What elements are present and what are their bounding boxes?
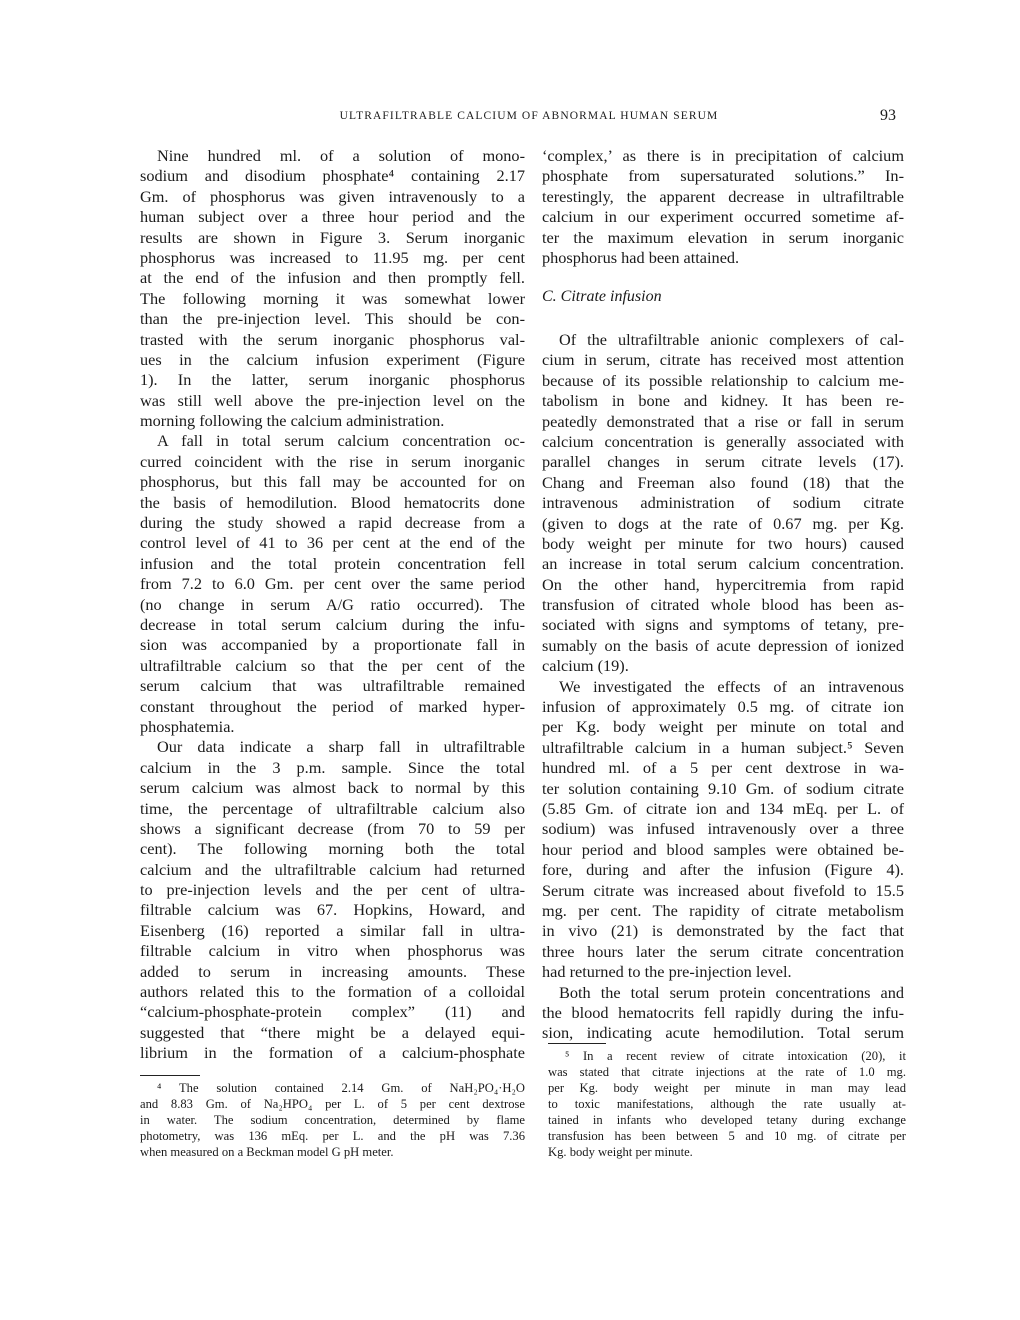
text-line: constant throughout the period of marked hyper- xyxy=(140,696,525,716)
running-head: ULTRAFILTRABLE CALCIUM OF ABNORMAL HUMAN SERUM xyxy=(339,110,719,122)
text-line: calcium concentration is generally associated with xyxy=(542,431,904,451)
text-line: filtrable calcium was 67. Hopkins, Howard, and xyxy=(140,900,525,920)
text-line: terestingly, the apparent decrease in ultrafiltrable xyxy=(542,186,904,206)
text-line: calcium (19). xyxy=(542,656,629,676)
footnote-line: to toxic manifestations, although the rate usually at- xyxy=(548,1097,906,1111)
text-line: control level of 41 to 36 per cent at the end of the xyxy=(140,533,525,553)
text-line: cent). The following morning both the total xyxy=(140,839,525,859)
text-line: peatedly demonstrated that a rise or fall in serum xyxy=(542,411,904,431)
footnote-line: was stated that citrate injections at the rate of 1.0 mg. xyxy=(548,1065,906,1079)
footnote-line: and 8.83 Gm. of Na₂HPO₄ per L. of 5 per cent dextrose xyxy=(140,1097,525,1111)
text-line: The following morning it was somewhat lower xyxy=(140,288,525,308)
text-line: curred coincident with the rise in serum inorganic xyxy=(140,451,525,471)
text-line: serum calcium was almost back to normal by this xyxy=(140,778,525,798)
text-line: Nine hundred ml. of a solution of mono- xyxy=(157,146,525,165)
paragraph xyxy=(542,983,904,1044)
footnote-line: transfusion has been between 5 and 10 mg. of citrate per xyxy=(548,1129,906,1143)
text-line: results are shown in Figure 3. Serum inorganic xyxy=(140,227,525,247)
text-line: ues in the calcium infusion experiment (Figure xyxy=(140,349,525,369)
paragraph xyxy=(542,677,904,983)
text-line: suggested that “there might be a delayed equi- xyxy=(140,1022,525,1042)
text-line: the basis of hemodilution. Blood hematocrits done xyxy=(140,492,525,512)
text-line: morning following the calcium administration. xyxy=(140,411,445,431)
paragraph xyxy=(140,431,525,737)
text-line: Eisenberg (16) reported a similar fall in ultra- xyxy=(140,920,525,940)
footnote-5 xyxy=(548,1048,906,1160)
text-line: ter solution containing 9.10 Gm. of sodium citrate xyxy=(542,778,904,798)
text-line: sion was accompanied by a proportionate fall in xyxy=(140,635,525,655)
text-line: Serum citrate was increased about fivefold to 15.5 xyxy=(542,880,904,900)
text-line: during the study showed a rapid decrease from a xyxy=(140,513,525,533)
text-line: ter the maximum elevation in serum inorganic xyxy=(542,227,904,247)
text-line: added to serum in increasing amounts. These xyxy=(140,961,525,981)
text-line: the blood hematocrits fell rapidly during the infu- xyxy=(542,1002,904,1022)
text-line: per Kg. body weight per minute on total and xyxy=(542,717,904,737)
text-line: ultrafiltrable calcium so that the per cent of the xyxy=(140,655,525,675)
text-line: Both the total serum protein concentrations and xyxy=(559,982,904,1002)
text-line: phosphate from supersaturated solutions.” In- xyxy=(542,166,904,186)
text-line: sumably on the basis of acute depression of ionized xyxy=(542,635,904,655)
page-number: 93 xyxy=(880,107,896,124)
text-line: infusion of approximately 0.5 mg. of citrate ion xyxy=(542,697,904,717)
text-line: sodium and disodium phosphate⁴ containing 2.17 xyxy=(140,166,525,186)
text-line: had returned to the pre-injection level. xyxy=(542,962,792,982)
text-line: phosphorus was increased to 11.95 mg. per cent xyxy=(140,247,525,267)
text-line: phosphorus had been attained. xyxy=(542,247,740,267)
text-line: calcium in the 3 p.m. sample. Since the total xyxy=(140,757,525,777)
footnote-line: in water. The sodium concentration, determined by flame xyxy=(140,1113,525,1127)
text-line: shows a significant decrease (from 70 to 59 per xyxy=(140,818,525,838)
text-line: hour period and blood samples were obtained be- xyxy=(542,839,904,859)
text-line: mg. per cent. The rapidity of citrate metabolism xyxy=(542,900,904,920)
footnote-line: ⁴ The solution contained 2.14 Gm. of NaH₂PO₄·H₂O xyxy=(157,1081,525,1095)
text-line: serum calcium that was ultrafiltrable remained xyxy=(140,676,525,696)
text-line: decrease in total serum calcium during the infu- xyxy=(140,614,525,634)
footnote-rule-left xyxy=(140,1075,200,1076)
text-line: was still well above the pre-injection level on the xyxy=(140,390,525,410)
text-line: infusion and the total protein concentration fell xyxy=(140,553,525,573)
text-line: (given to dogs at the rate of 0.67 mg. per Kg. xyxy=(542,513,904,533)
text-line: at the end of the infusion and then promptly fell. xyxy=(140,268,525,288)
text-line: fore, during and after the infusion (Figure 4). xyxy=(542,860,904,880)
text-line: intravenous administration of sodium citrate xyxy=(542,493,904,513)
text-line: ultrafiltrable calcium in a human subject.⁵ Seven xyxy=(542,737,904,757)
paragraph xyxy=(542,146,904,268)
text-line: ‘complex,’ as there is in precipitation of calcium xyxy=(542,146,904,165)
text-line: trasted with the serum inorganic phosphorus val- xyxy=(140,329,525,349)
text-line: transfusion of citrated whole blood has been as- xyxy=(542,595,904,615)
text-line: time, the percentage of ultrafiltrable calcium also xyxy=(140,798,525,818)
text-line: phosphorus, but this fall may be accounted for on xyxy=(140,472,525,492)
text-line: Gm. of phosphorus was given intravenously to a xyxy=(140,186,525,206)
text-line: We investigated the effects of an intravenous xyxy=(559,676,904,696)
text-line: calcium in our experiment occurred sometime af- xyxy=(542,207,904,227)
text-line: sion, indicating acute hemodilution. Total serum xyxy=(542,1023,904,1043)
text-line: Of the ultrafiltrable anionic complexers of cal- xyxy=(559,330,904,349)
text-line: cium in serum, citrate has received most attention xyxy=(542,350,904,370)
footnote-line: per Kg. body weight per minute in man may lead xyxy=(548,1081,906,1095)
text-line: A fall in total serum calcium concentration oc- xyxy=(157,431,525,451)
text-line: than the pre-injection level. This should be con- xyxy=(140,309,525,329)
text-line: filtrable calcium in vitro when phosphorus was xyxy=(140,941,525,961)
text-line: “calcium-phosphate-protein complex” (11) and xyxy=(140,1002,525,1022)
left-column-body xyxy=(140,146,525,1064)
paragraph xyxy=(140,146,525,431)
footnote-line: tained in infants who developed tetany during exchange xyxy=(548,1113,906,1127)
text-line: three hours later the serum citrate concentration xyxy=(542,941,904,961)
text-line: body weight per minute for two hours) caused xyxy=(542,533,904,553)
text-line: sociated with signs and symptoms of tetany, pre- xyxy=(542,615,904,635)
footnote-rule-right xyxy=(548,1043,606,1044)
paragraph xyxy=(542,330,904,677)
text-line: to pre-injection levels and the per cent of ultra- xyxy=(140,880,525,900)
footnote-line: ⁵ In a recent review of citrate intoxication (20), it xyxy=(565,1049,906,1063)
text-line: hundred ml. of a 5 per cent dextrose in wa- xyxy=(542,758,904,778)
text-line: human subject over a three hour period and the xyxy=(140,207,525,227)
text-line: phosphatemia. xyxy=(140,716,235,736)
text-line: Chang and Freeman also found (18) that the xyxy=(542,472,904,492)
paragraph xyxy=(140,737,525,1063)
text-line: (no change in serum A/G ratio occurred). The xyxy=(140,594,525,614)
text-line: Our data indicate a sharp fall in ultrafiltrable xyxy=(157,737,525,757)
footnote-line: when measured on a Beckman model G pH meter. xyxy=(140,1145,394,1159)
text-line: tabolism in bone and kidney. It has been re- xyxy=(542,391,904,411)
text-line: 1). In the latter, serum inorganic phosphorus xyxy=(140,370,525,390)
text-line: authors related this to the formation of a colloidal xyxy=(140,982,525,1002)
text-line: sodium) was infused intravenously over a three xyxy=(542,819,904,839)
text-line: in vivo (21) is demonstrated by the fact that xyxy=(542,921,904,941)
section-heading: C. Citrate infusion xyxy=(542,288,662,305)
text-line: (5.85 Gm. of citrate ion and 134 mEq. per L. of xyxy=(542,798,904,818)
right-column-top xyxy=(542,146,904,268)
text-line: from 7.2 to 6.0 Gm. per cent over the same period xyxy=(140,574,525,594)
footnote-line: Kg. body weight per minute. xyxy=(548,1145,693,1159)
right-column-body xyxy=(542,330,904,1044)
text-line: parallel changes in serum citrate levels (17). xyxy=(542,452,904,472)
text-line: because of its possible relationship to calcium me- xyxy=(542,370,904,390)
text-line: librium in the formation of a calcium-phosphate xyxy=(140,1043,525,1063)
text-line: calcium and the ultrafiltrable calcium had returned xyxy=(140,859,525,879)
text-line: On the other hand, hypercitremia from rapid xyxy=(542,574,904,594)
footnote-4 xyxy=(140,1080,525,1160)
text-line: an increase in total serum calcium concentration. xyxy=(542,554,904,574)
footnote-line: photometry, was 136 mEq. per L. and the pH was 7.36 xyxy=(140,1129,525,1143)
